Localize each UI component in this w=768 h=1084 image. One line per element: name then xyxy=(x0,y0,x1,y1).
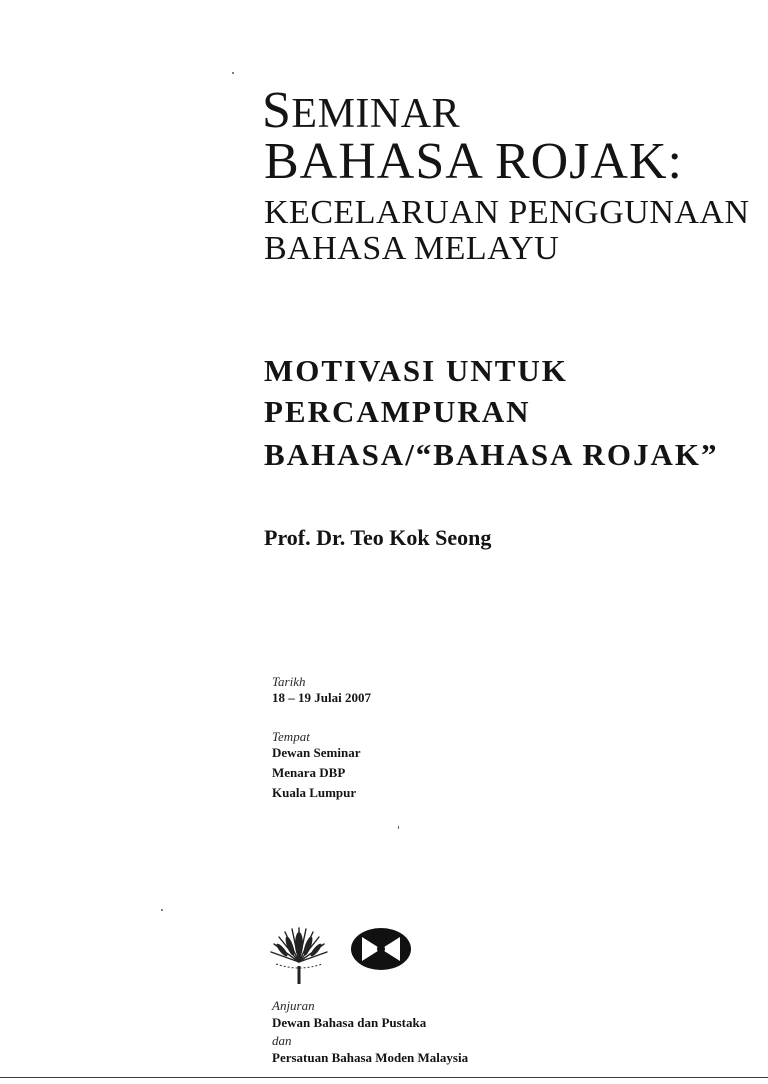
paper-title-line2: PERCAMPURAN xyxy=(264,394,531,429)
pbmm-logo-icon xyxy=(350,926,412,972)
scan-speck xyxy=(161,909,163,911)
organizers-connector: dan xyxy=(272,1033,292,1048)
seminar-subtitle-line2: BAHASA MELAYU xyxy=(264,230,560,267)
organizer-1: Dewan Bahasa dan Pustaka xyxy=(272,1015,427,1030)
venue-line2: Menara DBP xyxy=(272,765,346,780)
scan-speck xyxy=(398,826,399,829)
bottom-scan-edge xyxy=(0,1077,768,1078)
date-label: Tarikh xyxy=(272,674,306,689)
organizers-label: Anjuran xyxy=(272,998,315,1013)
venue-line1: Dewan Seminar xyxy=(272,745,361,760)
seminar-title-line1: SEMINAR xyxy=(262,82,461,139)
seminar-title-line2: BAHASA ROJAK: xyxy=(264,133,683,190)
dbp-logo-icon xyxy=(268,922,330,988)
paper-title-line3: BAHASA/“BAHASA ROJAK” xyxy=(264,437,719,472)
paper-title-line1: MOTIVASI UNTUK xyxy=(264,353,568,388)
date-value: 18 – 19 Julai 2007 xyxy=(272,690,371,705)
author-name: Prof. Dr. Teo Kok Seong xyxy=(264,525,492,550)
seminar-subtitle-line1: KECELARUAN PENGGUNAAN xyxy=(264,194,750,231)
scan-speck xyxy=(232,72,234,74)
venue-line3: Kuala Lumpur xyxy=(272,785,357,800)
organizer-2: Persatuan Bahasa Moden Malaysia xyxy=(272,1050,469,1065)
venue-label: Tempat xyxy=(272,729,310,744)
